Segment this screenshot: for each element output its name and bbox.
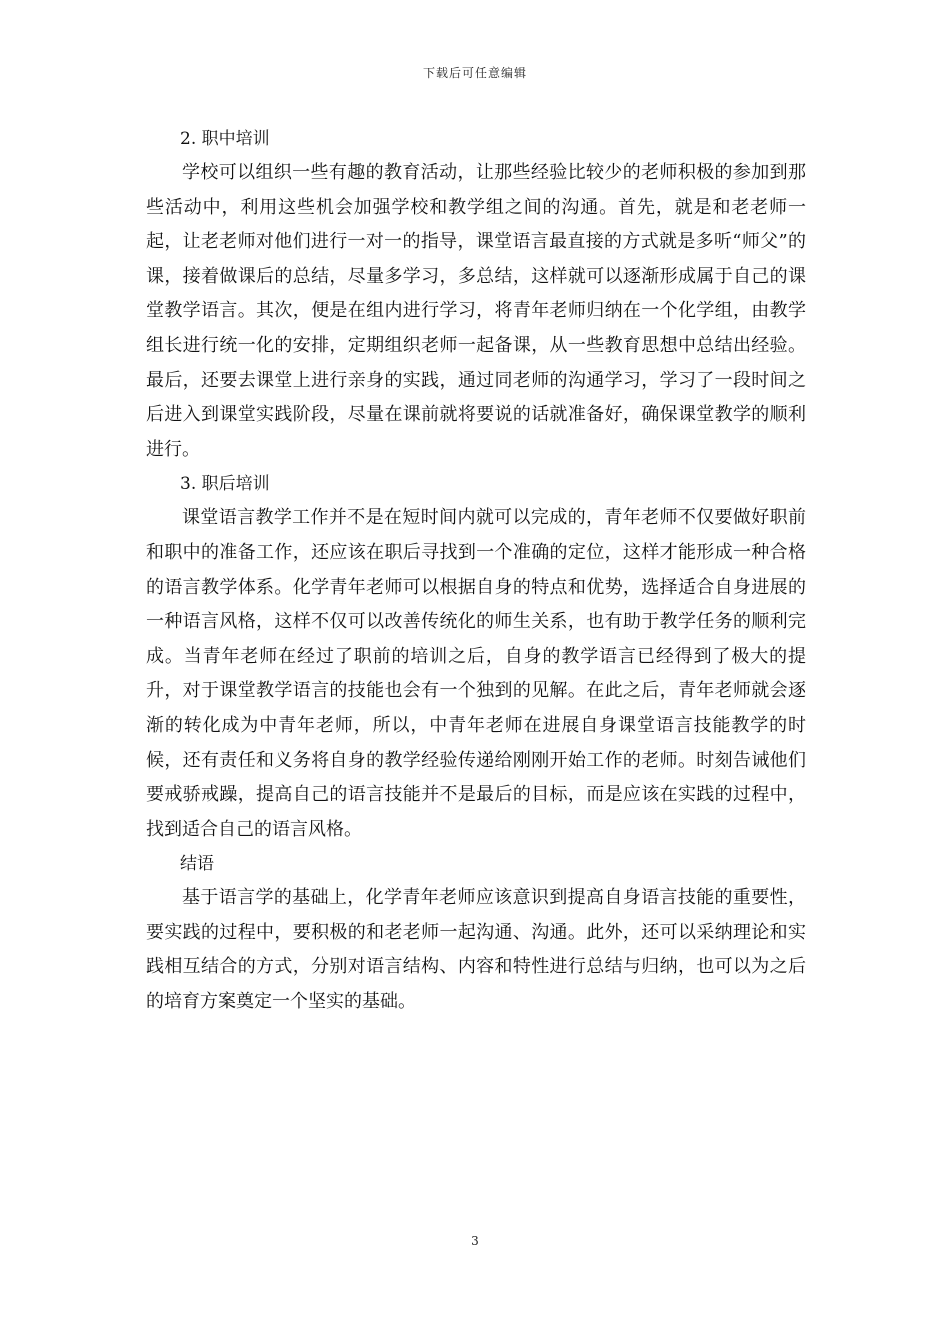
document-body (146, 122, 806, 1020)
section-paragraph-post-training: 课堂语言教学工作并不是在短时间内就可以完成的，青年老师不仅要做好职前和职中的准备工作，还应该在职后寻找到一个准确的定位，这样才能形成一种合格的语言教学体系。化学青年老师可以根据自身的特点和优势，选择适合自身进展的一种语言风格，这样不仅可以改善传统化的师生关系，也有助于教学任务的顺利完成。当青年老师在经过了职前的培训之后，自身的教学语言已经得到了极大的提升，对于课堂教学语言的技能也会有一个独到的见解。在此之后，青年老师就会逐渐的转化成为中青年老师，所以，中青年老师在进展自身课堂语言技能教学的时候，还有责任和义务将自身的教学经验传递给刚刚开始工作的老师。时刻告诫他们要戒骄戒躁，提高自己的语言技能并不是最后的目标，而是应该在实践的过程中，找到适合自己的语言风格。 (146, 507, 806, 840)
section-paragraph-mid-training: 学校可以组织一些有趣的教育活动，让那些经验比较少的老师积极的参加到那些活动中，利用这些机会加强学校和教学组之间的沟通。首先，就是和老老师一起，让老老师对他们进行一对一的指导，课堂语言最直接的方式就是多听“师父”的课，接着做课后的总结，尽量多学习，多总结，这样就可以逐渐形成属于自己的课堂教学语言。其次，便是在组内进行学习，将青年老师归纳在一个化学组，由教学组长进行统一化的安排，定期组织老师一起备课，从一些教育思想中总结出经验。最后，还要去课堂上进行亲身的实践，通过同老师的沟通学习，学习了一段时间之后进入到课堂实践阶段，尽量在课前就将要说的话就准备好，确保课堂教学的顺利进行。 (146, 162, 806, 460)
section-heading-conclusion: 结语 (180, 854, 214, 875)
section-heading-post-training: 3. 职后培训 (180, 474, 270, 495)
section-paragraph-conclusion: 基于语言学的基础上，化学青年老师应该意识到提高自身语言技能的重要性，要实践的过程中，要积极的和老老师一起沟通、沟通。此外，还可以采纳理论和实践相互结合的方式，分别对语言结构、内容和特性进行总结与归纳，也可以为之后的培育方案奠定一个坚实的基础。 (146, 887, 806, 1013)
page-header: 下载后可任意编辑 (422, 66, 527, 80)
section-heading-mid-training: 2. 职中培训 (180, 129, 270, 149)
page-number: 3 (471, 1234, 479, 1248)
